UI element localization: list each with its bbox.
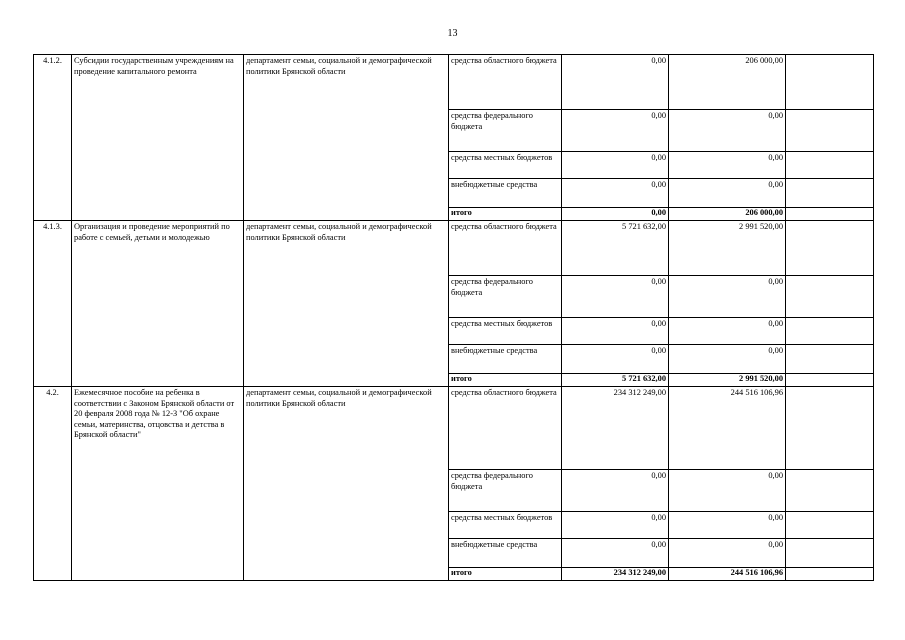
- funding-source: средства местных бюджетов: [449, 512, 562, 539]
- funding-source: средства федерального бюджета: [449, 110, 562, 152]
- empty-cell: [786, 539, 874, 568]
- total-label: итого: [449, 208, 562, 221]
- amount-cell: 0,00: [669, 470, 786, 512]
- total-amount: 0,00: [562, 208, 669, 221]
- amount-cell: 0,00: [669, 276, 786, 318]
- empty-cell: [786, 374, 874, 387]
- table-row: [34, 221, 874, 276]
- funding-source: средства областного бюджета: [449, 55, 562, 110]
- amount-cell: 0,00: [562, 55, 669, 110]
- table-row: [34, 55, 874, 110]
- empty-cell: [786, 470, 874, 512]
- empty-cell: [786, 179, 874, 208]
- item-number: 4.1.3.: [34, 221, 72, 387]
- amount-cell: 0,00: [669, 318, 786, 345]
- empty-cell: [786, 345, 874, 374]
- empty-cell: [786, 110, 874, 152]
- amount-cell: 0,00: [669, 512, 786, 539]
- empty-cell: [786, 208, 874, 221]
- total-amount: 5 721 632,00: [562, 374, 669, 387]
- empty-cell: [786, 152, 874, 179]
- total-label: итого: [449, 374, 562, 387]
- total-amount: 244 516 106,96: [669, 568, 786, 581]
- amount-cell: 0,00: [562, 512, 669, 539]
- amount-cell: 0,00: [562, 276, 669, 318]
- total-amount: 206 000,00: [669, 208, 786, 221]
- amount-cell: 0,00: [562, 318, 669, 345]
- total-label: итого: [449, 568, 562, 581]
- funding-source: внебюджетные средства: [449, 539, 562, 568]
- item-name: Организация и проведение мероприятий по работе с семьей, детьми и молодежью: [72, 221, 244, 387]
- amount-cell: 206 000,00: [669, 55, 786, 110]
- amount-cell: 0,00: [562, 152, 669, 179]
- funding-source: средства местных бюджетов: [449, 318, 562, 345]
- funding-source: средства федерального бюджета: [449, 276, 562, 318]
- item-executor: департамент семьи, социальной и демографической политики Брянской области: [244, 221, 449, 387]
- funding-source: средства местных бюджетов: [449, 152, 562, 179]
- total-amount: 2 991 520,00: [669, 374, 786, 387]
- total-amount: 234 312 249,00: [562, 568, 669, 581]
- table-row: [34, 387, 874, 470]
- amount-cell: 0,00: [669, 179, 786, 208]
- amount-cell: 244 516 106,96: [669, 387, 786, 470]
- empty-cell: [786, 318, 874, 345]
- funding-source: средства областного бюджета: [449, 387, 562, 470]
- item-number: 4.1.2.: [34, 55, 72, 221]
- empty-cell: [786, 387, 874, 470]
- funding-source: внебюджетные средства: [449, 345, 562, 374]
- empty-cell: [786, 55, 874, 110]
- empty-cell: [786, 512, 874, 539]
- amount-cell: 0,00: [562, 179, 669, 208]
- amount-cell: 234 312 249,00: [562, 387, 669, 470]
- item-name: Субсидии государственным учреждениям на проведение капитального ремонта: [72, 55, 244, 221]
- amount-cell: 5 721 632,00: [562, 221, 669, 276]
- amount-cell: 0,00: [669, 110, 786, 152]
- funding-source: средства областного бюджета: [449, 221, 562, 276]
- empty-cell: [786, 568, 874, 581]
- item-name: Ежемесячное пособие на ребенка в соответствии с Законом Брянской области от 20 февраля 2008 года № 12-З "Об охране семьи, материнства, отцовства и детства в Брянской области": [72, 387, 244, 581]
- empty-cell: [786, 276, 874, 318]
- budget-table: [33, 54, 874, 581]
- amount-cell: 0,00: [562, 539, 669, 568]
- empty-cell: [786, 221, 874, 276]
- funding-source: средства федерального бюджета: [449, 470, 562, 512]
- amount-cell: 0,00: [562, 470, 669, 512]
- amount-cell: 0,00: [669, 152, 786, 179]
- amount-cell: 0,00: [562, 345, 669, 374]
- funding-source: внебюджетные средства: [449, 179, 562, 208]
- amount-cell: 0,00: [562, 110, 669, 152]
- item-number: 4.2.: [34, 387, 72, 581]
- item-executor: департамент семьи, социальной и демографической политики Брянской области: [244, 387, 449, 581]
- amount-cell: 0,00: [669, 345, 786, 374]
- amount-cell: 0,00: [669, 539, 786, 568]
- item-executor: департамент семьи, социальной и демографической политики Брянской области: [244, 55, 449, 221]
- amount-cell: 2 991 520,00: [669, 221, 786, 276]
- page-number: 13: [447, 28, 458, 39]
